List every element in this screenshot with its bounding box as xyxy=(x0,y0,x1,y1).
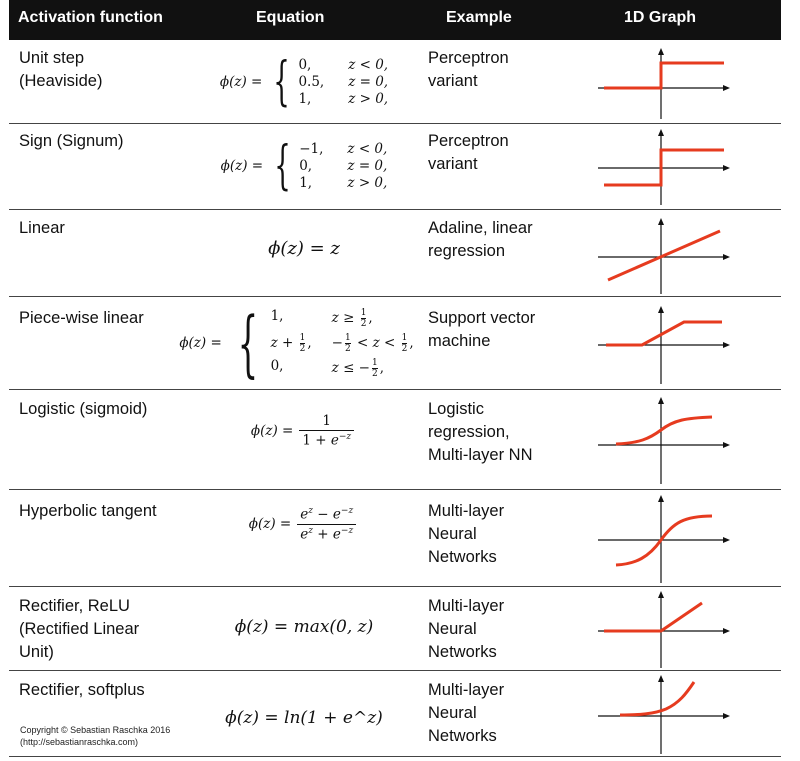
sigmoid-graph-icon xyxy=(594,394,734,486)
header-graph: 1D Graph xyxy=(624,9,697,26)
example-line: Multi-layer xyxy=(428,502,505,520)
table-row xyxy=(9,209,781,297)
fraction-numerator: 1 xyxy=(322,413,332,430)
function-name-line: Linear xyxy=(19,219,65,237)
header-example: Example xyxy=(446,9,512,26)
case-condition: z ≤ − $\frac{1}{2}$ , xyxy=(331,357,385,379)
example-line: Networks xyxy=(428,643,497,661)
equation-lhs: ϕ(z) = xyxy=(179,335,222,351)
brace: { xyxy=(273,52,291,112)
example-line: Multi-layer xyxy=(428,597,505,615)
equation xyxy=(179,411,429,451)
tanh-graph-icon xyxy=(594,492,734,584)
fraction-denominator: $e^z + e^{-z}$ xyxy=(297,524,356,543)
table-row xyxy=(9,40,781,124)
table-row xyxy=(9,389,781,490)
relu-graph-icon xyxy=(594,588,734,668)
case-value: 1, xyxy=(298,91,312,107)
example-line: machine xyxy=(428,332,491,350)
function-name xyxy=(19,398,147,421)
example-line: Logistic xyxy=(428,400,484,418)
equation-cases xyxy=(271,308,414,379)
table-row xyxy=(9,489,781,587)
example-line: variant xyxy=(428,72,478,90)
case-value: 0.5, xyxy=(298,74,325,90)
case-condition: z = 0, xyxy=(347,158,388,174)
case-value: 1, xyxy=(299,175,313,191)
function-name xyxy=(19,217,65,240)
unit-step-graph-icon xyxy=(594,45,734,120)
function-name-line: (Heaviside) xyxy=(19,72,103,90)
example-line: Multi-layer NN xyxy=(428,446,533,464)
example-line: Networks xyxy=(428,548,497,566)
example-line: Networks xyxy=(428,727,497,745)
example xyxy=(428,307,535,353)
function-name-line: Unit step xyxy=(19,49,85,67)
case-value: 1, xyxy=(270,307,284,324)
case-condition: z < 0, xyxy=(348,57,389,73)
header-equation: Equation xyxy=(256,9,325,26)
header-function: Activation function xyxy=(18,9,163,26)
fraction xyxy=(297,506,356,542)
case-condition: z < 0, xyxy=(347,141,388,157)
example xyxy=(428,398,533,467)
copyright-url: (http://sebastianraschka.com) xyxy=(20,737,139,747)
function-name xyxy=(19,47,102,93)
function-name xyxy=(19,130,124,153)
function-name-line: Rectifier, ReLU xyxy=(19,597,130,615)
example xyxy=(428,679,504,748)
copyright-notice xyxy=(20,724,170,748)
case-condition: z > 0, xyxy=(348,91,389,107)
equation xyxy=(179,233,429,263)
fraction-denominator: $1 + e^{-z}$ xyxy=(299,430,354,449)
equation-text: ϕ(z) = max(0, z) xyxy=(234,617,374,637)
function-name-line: (Rectified Linear xyxy=(19,620,140,638)
equation-cases xyxy=(299,141,387,191)
example-line: Perceptron xyxy=(428,49,509,67)
table-row xyxy=(9,296,781,390)
fraction xyxy=(299,413,354,449)
example-line: regression xyxy=(428,242,506,260)
case-condition: − $\frac{1}{2}$ < z < $\frac{1}{2}$ , xyxy=(331,332,414,354)
case-value: −1, xyxy=(299,141,324,157)
equation-text: ϕ(z) = z xyxy=(268,237,340,259)
example-line: Adaline, linear xyxy=(428,219,533,237)
equation-lhs: ϕ(z) = xyxy=(220,158,264,174)
equation xyxy=(179,502,429,546)
case-value: z + $\frac{1}{2}$ , xyxy=(270,332,312,354)
function-name xyxy=(19,307,144,330)
equation xyxy=(179,52,429,112)
function-name xyxy=(19,595,139,664)
fraction-numerator: $e^z - e^{-z}$ xyxy=(300,506,354,523)
piecewise-linear-graph-icon xyxy=(594,303,734,385)
case-value: 0, xyxy=(270,357,284,374)
equation-text: ϕ(z) = ln(1 + e^z) xyxy=(225,708,383,728)
case-condition: z = 0, xyxy=(348,74,389,90)
linear-graph-icon xyxy=(594,215,734,295)
example-line: regression, xyxy=(428,423,510,441)
case-condition: z ≥ $\frac{1}{2}$ , xyxy=(331,307,373,329)
example xyxy=(428,217,533,263)
example xyxy=(428,47,509,93)
example xyxy=(428,130,509,176)
function-name-line: Logistic (sigmoid) xyxy=(19,400,148,418)
example-line: variant xyxy=(428,155,478,173)
function-name-line: Hyperbolic tangent xyxy=(19,502,157,520)
softplus-graph-icon xyxy=(594,672,734,754)
example-line: Perceptron xyxy=(428,132,509,150)
equation xyxy=(179,612,429,642)
brace: { xyxy=(237,301,258,385)
function-name xyxy=(19,500,157,523)
copyright-line: Copyright © Sebastian Raschka 2016 xyxy=(20,725,171,735)
function-name xyxy=(19,679,145,702)
example-line: Neural xyxy=(428,525,477,543)
example-line: Multi-layer xyxy=(428,681,505,699)
function-name-line: Piece-wise linear xyxy=(19,309,144,327)
equation-lhs: ϕ(z) = xyxy=(219,74,263,90)
equation xyxy=(159,301,434,385)
table-header xyxy=(9,0,781,40)
function-name-line: Rectifier, softplus xyxy=(19,681,145,699)
equation xyxy=(179,703,429,733)
table-row xyxy=(9,123,781,210)
sign-graph-icon xyxy=(594,126,734,206)
example-line: Neural xyxy=(428,704,477,722)
equation xyxy=(179,135,429,197)
table-row xyxy=(9,586,781,671)
function-name-line: Sign (Signum) xyxy=(19,132,124,150)
case-condition: z > 0, xyxy=(347,175,388,191)
case-value: 0, xyxy=(298,57,312,73)
example xyxy=(428,500,504,569)
example-line: Neural xyxy=(428,620,477,638)
example xyxy=(428,595,504,664)
equation-cases xyxy=(298,57,388,107)
equation-lhs: ϕ(z) = xyxy=(248,516,292,532)
equation-lhs: ϕ(z) = xyxy=(250,423,294,439)
function-name-line: Unit) xyxy=(19,643,54,661)
brace: { xyxy=(274,136,291,196)
case-value: 0, xyxy=(299,158,313,174)
example-line: Support vector xyxy=(428,309,536,327)
